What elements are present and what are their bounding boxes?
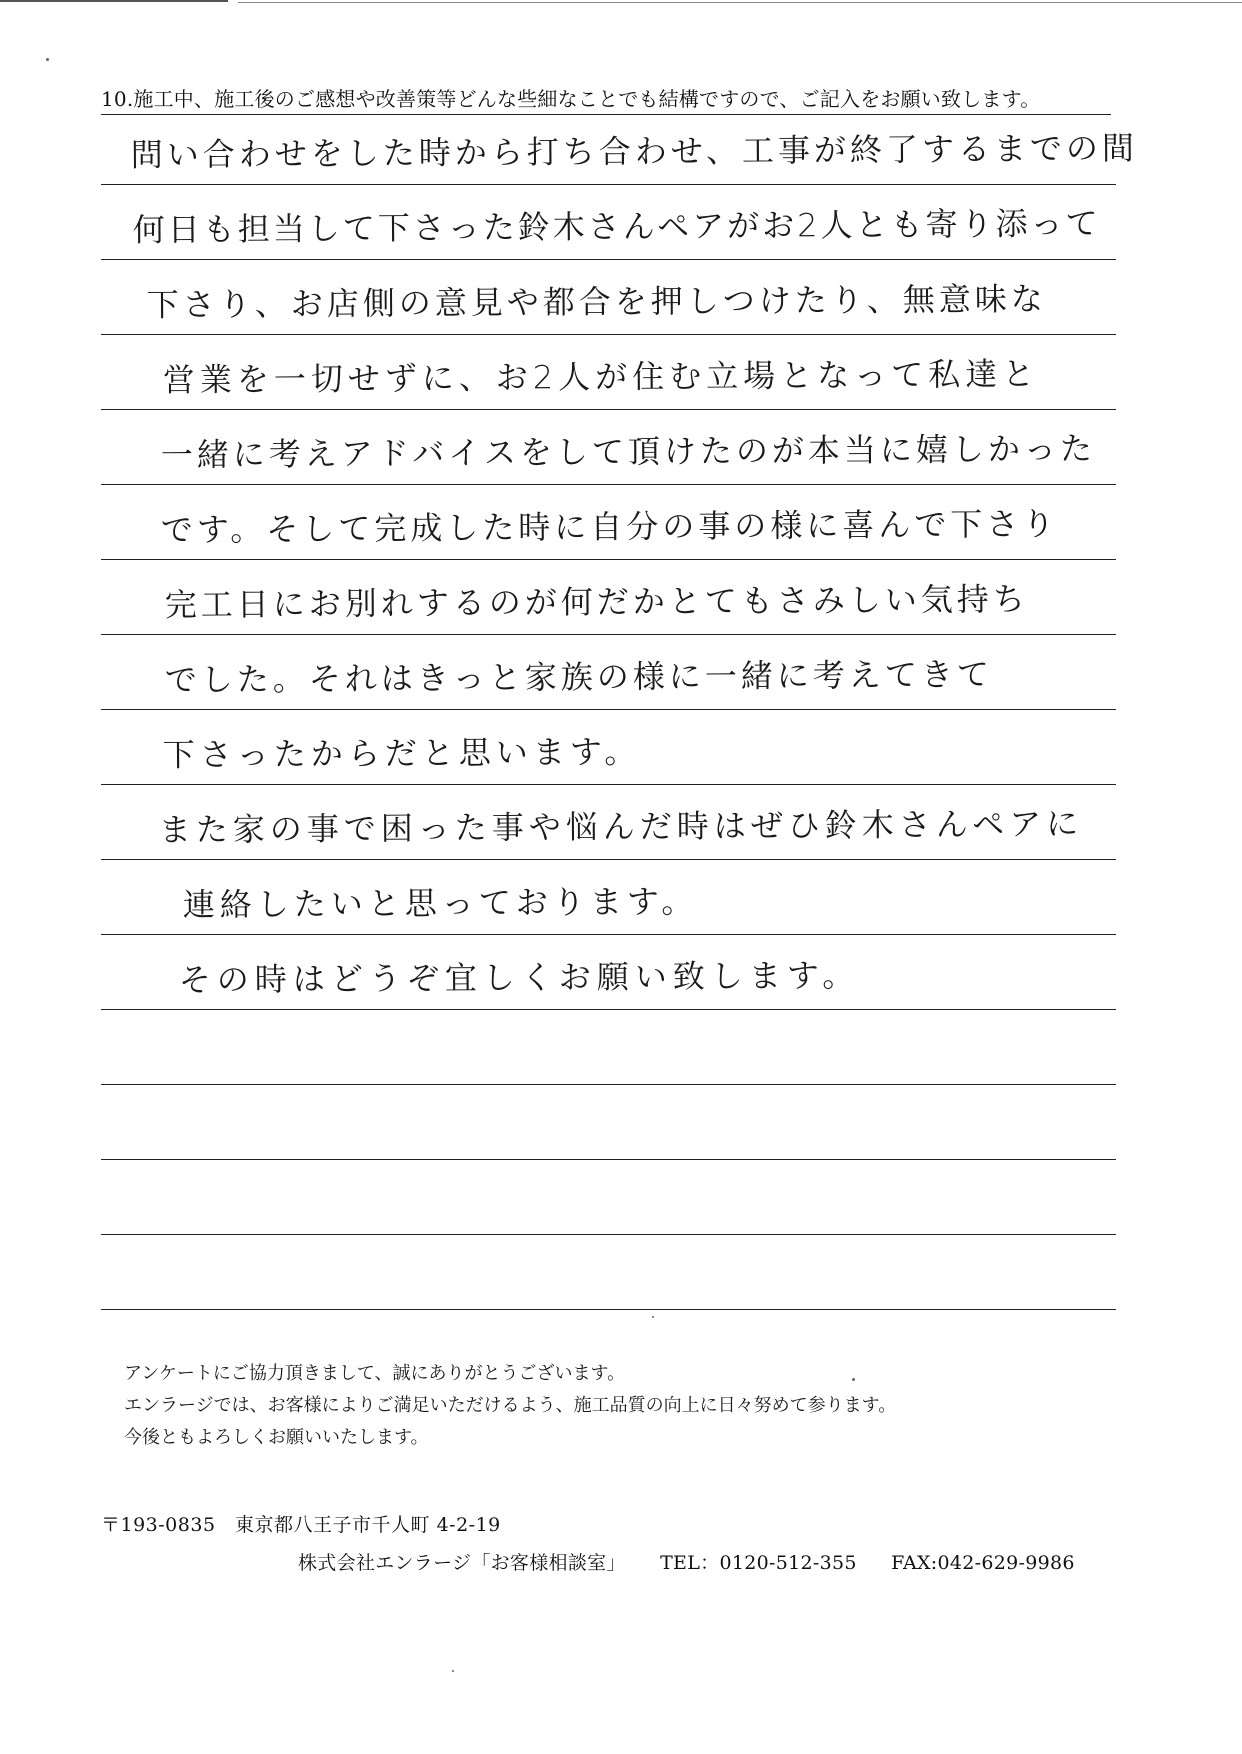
company-contact: [298, 1548, 1075, 1575]
company-address: 〒193-0835 東京都八王子市千人町 4-2-19: [101, 1514, 501, 1536]
answer-line: [101, 110, 1139, 185]
answer-line: [101, 935, 1116, 1010]
answer-line: [101, 260, 1116, 335]
answer-line-blank: [101, 1010, 1116, 1085]
handwritten-text: 完工日にお別れするのが何だかとてもさみしい気持ち: [164, 579, 1029, 625]
closing-line-regards: 今後ともよろしくお願いいたします。: [124, 1427, 429, 1448]
answer-line: [101, 335, 1116, 410]
answer-line: [101, 635, 1116, 710]
answer-line-blank: [101, 1085, 1116, 1160]
handwritten-text: 連絡したいと思っております。: [182, 882, 699, 925]
answer-line-blank: [101, 1235, 1116, 1310]
scan-speck: [652, 1316, 654, 1318]
handwritten-text: 下さり、お店側の意見や都合を押しつけたり、無意味な: [146, 279, 1047, 325]
answer-line: [101, 185, 1116, 260]
closing-line-thanks: アンケートにご協力頂きまして、誠にありがとうございます。: [124, 1363, 626, 1384]
handwritten-text: 何日も担当して下さった鈴木さんペアがお2人とも寄り添って: [132, 204, 1101, 250]
company-name: 株式会社エンラージ「お客様相談室」: [298, 1552, 626, 1574]
closing-line-quality: エンラージでは、お客様によりご満足いただけるよう、施工品質の向上に日々努めて参ります。: [124, 1395, 897, 1416]
answer-line: [101, 560, 1116, 635]
handwritten-text: また家の事で困った事や悩んだ時はぜひ鈴木さんペアに: [158, 804, 1084, 850]
handwritten-text: です。そして完成した時に自分の事の様に喜んで下さり: [160, 504, 1059, 550]
closing-message: [124, 1358, 896, 1454]
answer-line: [101, 410, 1116, 485]
handwritten-text: 下さったからだと思います。: [162, 732, 642, 775]
answer-line: [101, 485, 1116, 560]
top-edge-rule-right: [238, 2, 1242, 3]
scan-speck: [46, 58, 49, 61]
handwritten-text: 問い合わせをした時から打ち合わせ、工事が終了するまでの間: [130, 128, 1139, 175]
handwritten-text: その時はどうぞ宜しくお願い致します。: [178, 956, 861, 1000]
company-fax: FAX:042-629-9986: [891, 1552, 1075, 1574]
scan-speck: [852, 1378, 855, 1381]
answer-line: [101, 710, 1116, 785]
survey-question: 10.施工中、施工後のご感想や改善策等どんな些細なことでも結構ですので、ご記入をお願い致します。: [101, 86, 1111, 115]
handwritten-answer-area: [101, 110, 1139, 1310]
answer-line: [101, 860, 1116, 935]
scan-speck: [452, 1670, 454, 1672]
top-edge-rule: [0, 0, 228, 2]
answer-line: [101, 785, 1116, 860]
handwritten-text: 営業を一切せずに、お2人が住む立場となって私達と: [162, 354, 1040, 400]
company-tel: TEL：0120-512-355: [660, 1552, 857, 1574]
handwritten-text: でした。それはきっと家族の様に一緒に考えてきて: [164, 655, 993, 700]
handwritten-text: 一緒に考えアドバイスをして頂けたのが本当に嬉しかった: [160, 429, 1097, 475]
answer-line-blank: [101, 1160, 1116, 1235]
